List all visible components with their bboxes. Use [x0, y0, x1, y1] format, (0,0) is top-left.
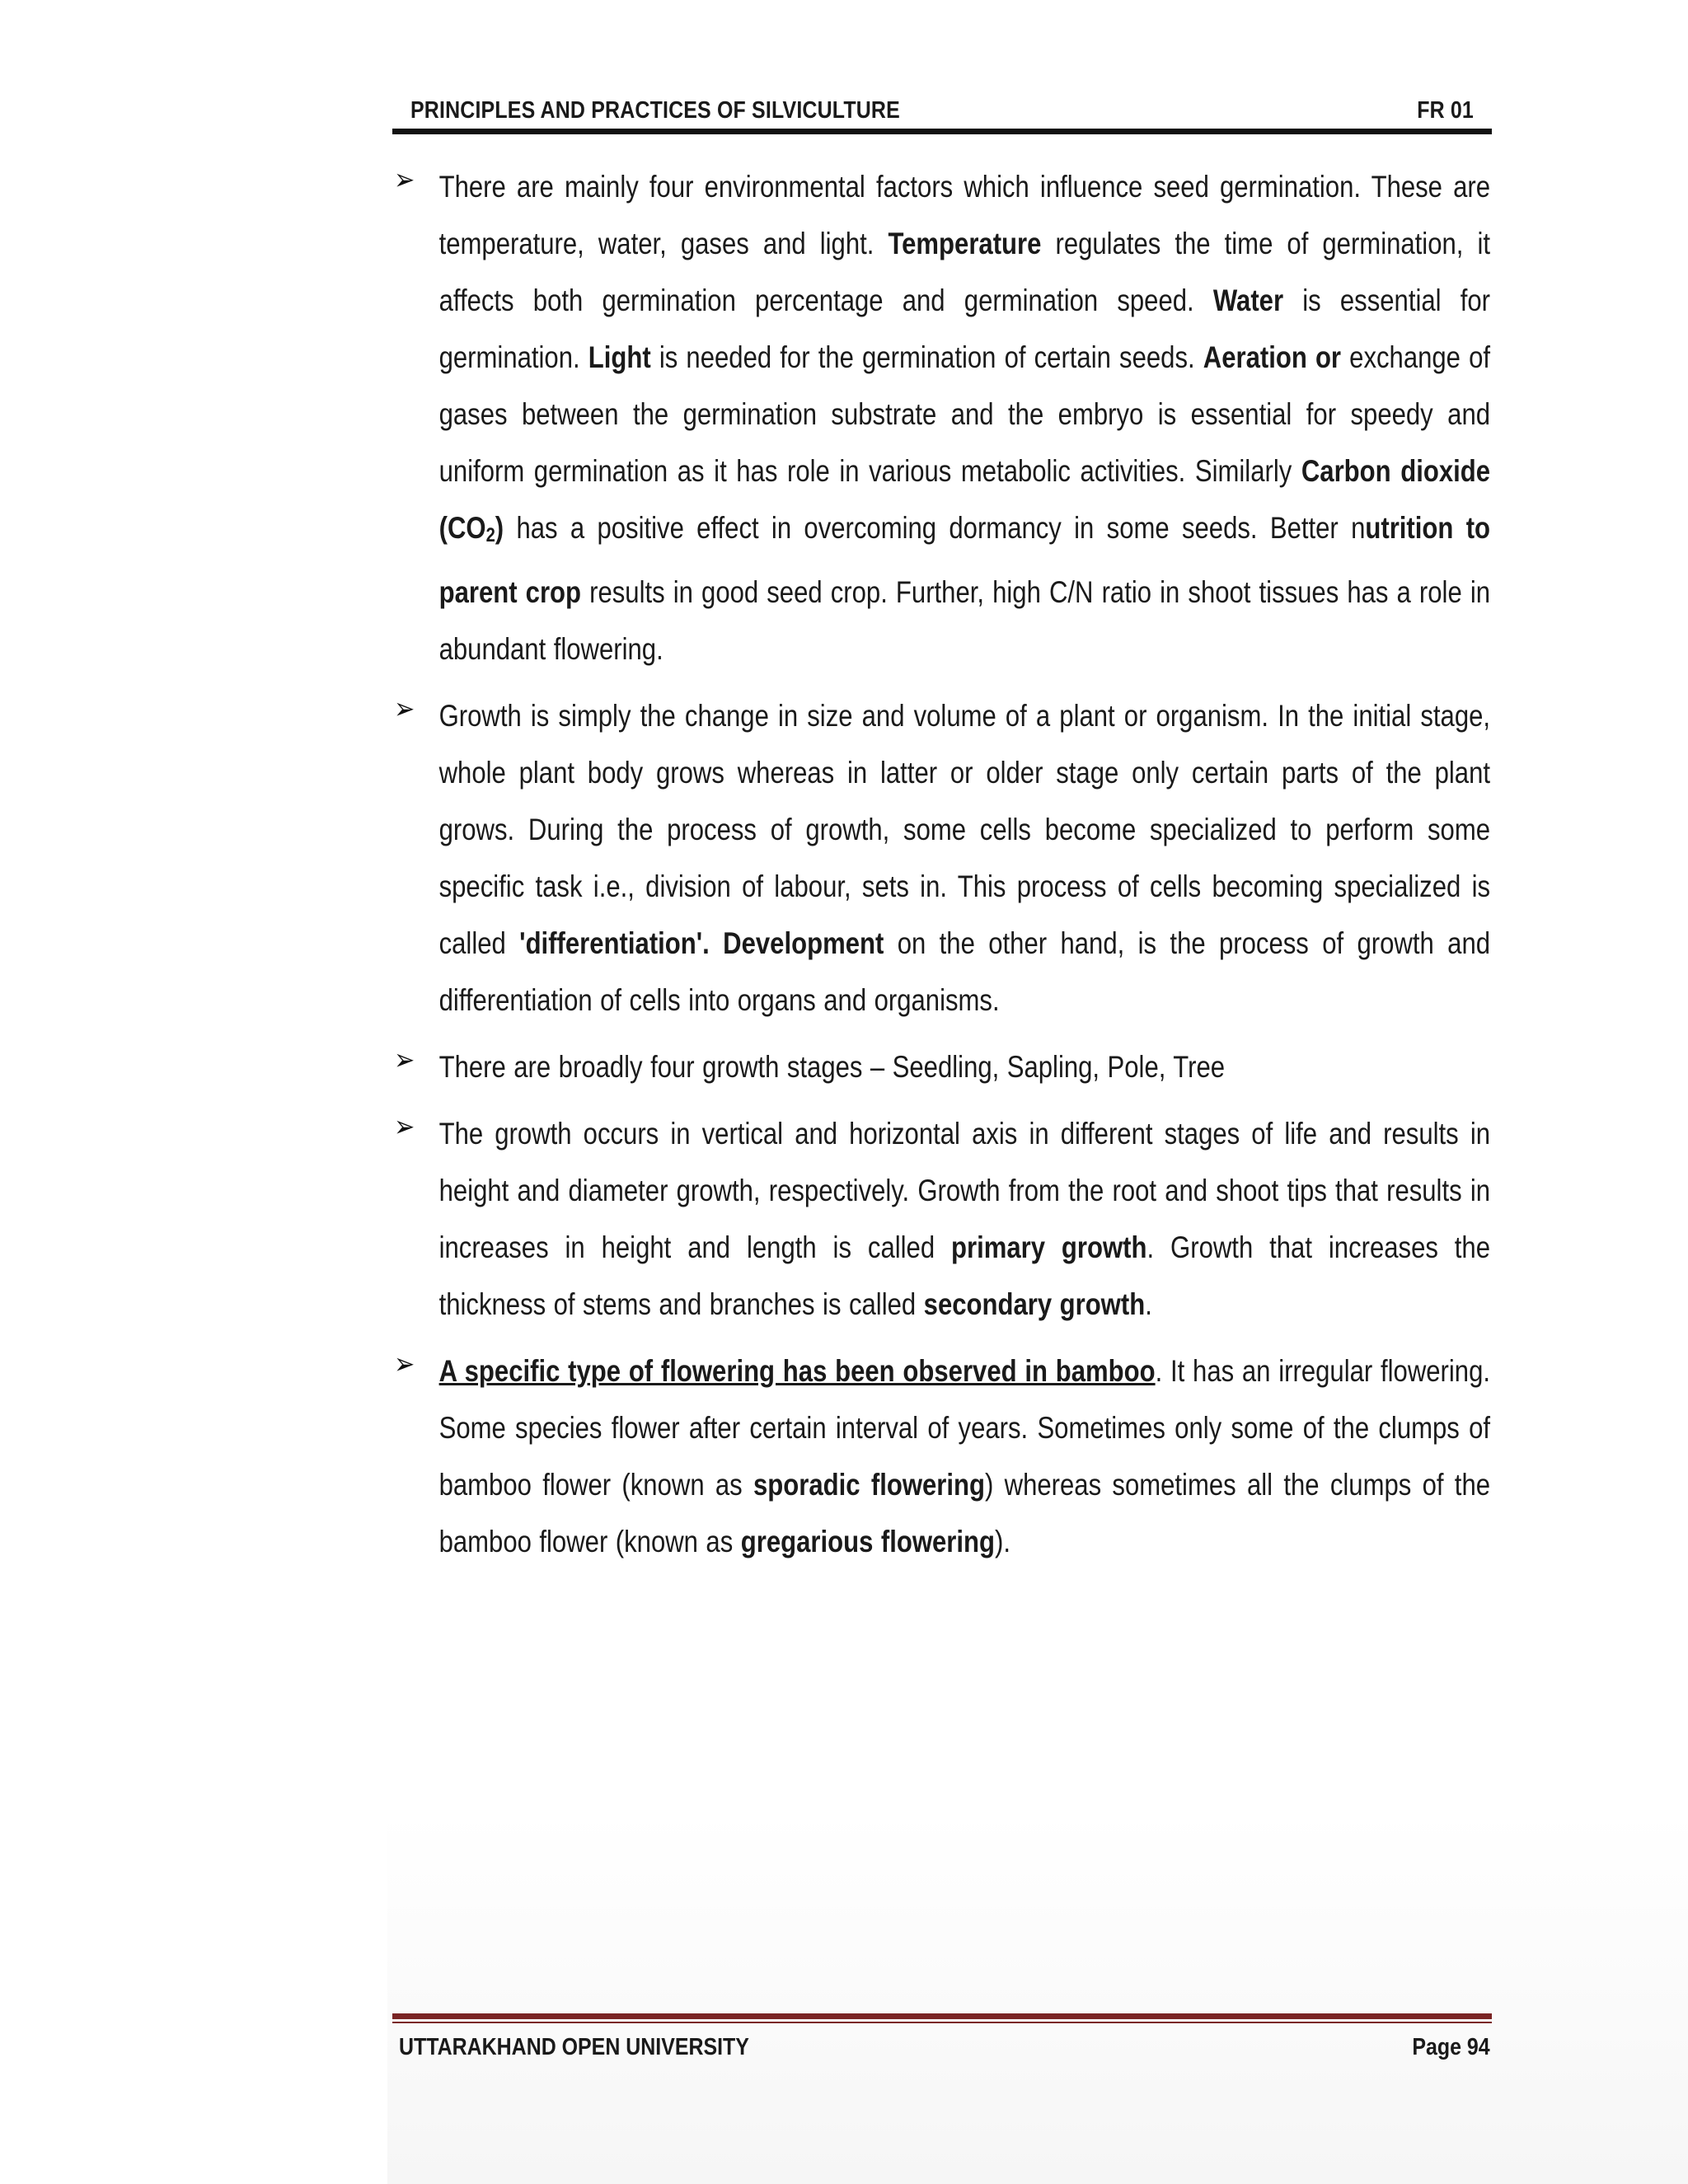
bold-term: secondary growth [923, 1287, 1146, 1321]
bold-term: Water [1212, 284, 1284, 317]
bold-term: 'differentiation'. Development [519, 926, 884, 960]
text-run: There are mainly four environmental factors which influence seed germination. These are temperature, water, gases and light. [438, 170, 1491, 260]
header-rule [392, 129, 1492, 134]
bullet-paragraph [439, 687, 1490, 1029]
text-run: . It has an irregular flowering. Some species flower after certain interval of years. Sometimes only some of the clumps of bamboo flower (known as [438, 1354, 1491, 1502]
bullet-item [394, 158, 1490, 677]
arrow-bullet-icon: ➢ [394, 1347, 415, 1380]
arrow-bullet-icon: ➢ [394, 162, 415, 196]
bullet-item [394, 1105, 1490, 1333]
bold-term: primary growth [951, 1230, 1147, 1264]
text-run: The growth occurs in vertical and horizontal axis in different stages of life and results in height and diameter growth, respectively. Growth from the root and shoot tips that results in increases in height and length is called [438, 1117, 1491, 1264]
bold-term: utrition to parent crop [438, 511, 1491, 609]
arrow-bullet-icon: ➢ [394, 1109, 415, 1143]
body-content [394, 158, 1490, 1580]
text-run: There are broadly four growth stages – Seedling, Sapling, Pole, Tree [438, 1050, 1226, 1084]
bullet-list [394, 158, 1490, 1570]
bullet-paragraph [439, 158, 1490, 677]
running-title: PRINCIPLES AND PRACTICES OF SILVICULTURE [410, 97, 900, 124]
text-run: Growth is simply the change in size and volume of a plant or organism. In the initial stage, whole plant body grows whereas in latter or older stage only certain parts of the plant grows. During the process of growth, some cells become specialized to perform some specific task i.e., division of labour, sets in. This process of cells becoming specialized is called [438, 699, 1491, 960]
underlined-heading: A specific type of flowering has been observed in bamboo [438, 1354, 1156, 1388]
text-run: results in good seed crop. Further, high C/N ratio in shoot tissues has a role in abundant flowering. [438, 575, 1491, 666]
bold-term: Carbon dioxide (CO [438, 454, 1491, 545]
text-run: exchange of gases between the germination substrate and the embryo is essential for speedy and uniform germination as it has role in various metabolic activities. Similarly [438, 340, 1491, 488]
bullet-paragraph [439, 1343, 1490, 1570]
arrow-bullet-icon: ➢ [394, 691, 415, 725]
bullet-item [394, 1038, 1490, 1095]
bold-term: gregarious flowering [740, 1525, 995, 1558]
bold-term: ) [495, 511, 504, 545]
page-shade [387, 1813, 1688, 2184]
text-run: ). [994, 1525, 1010, 1558]
institution-name: UTTARAKHAND OPEN UNIVERSITY [399, 2034, 749, 2060]
bold-term: Temperature [888, 227, 1042, 260]
text-run: ) whereas sometimes all the clumps of the bamboo flower (known as [438, 1468, 1491, 1558]
page-footer [394, 2034, 1490, 2069]
bold-term [439, 1354, 1156, 1388]
bullet-item [394, 1343, 1490, 1570]
bold-term: sporadic flowering [753, 1468, 985, 1502]
text-run: is essential for germination. [438, 284, 1491, 374]
bullet-paragraph [439, 1105, 1490, 1333]
bold-term: 2 [485, 524, 495, 546]
bullet-paragraph [439, 1038, 1490, 1095]
bold-term: Aeration or [1203, 340, 1342, 374]
course-code: FR 01 [1417, 97, 1474, 124]
footer-rule [392, 2013, 1492, 2019]
text-run: regulates the time of germination, it affects both germination percentage and germination speed. [438, 227, 1491, 317]
page-header [394, 97, 1490, 132]
text-run: has a positive effect in overcoming dormancy in some seeds. Better n [504, 511, 1366, 545]
text-run: . Growth that increases the thickness of stems and branches is called [438, 1230, 1491, 1321]
arrow-bullet-icon: ➢ [394, 1043, 415, 1076]
bold-term: Light [588, 340, 651, 374]
footer-rule-thin [392, 2022, 1492, 2023]
text-run: is needed for the germination of certain seeds. [650, 340, 1203, 374]
text-run: . [1145, 1287, 1152, 1321]
page-number: Page 94 [1412, 2034, 1490, 2060]
bullet-item [394, 687, 1490, 1029]
text-run: on the other hand, is the process of growth and differentiation of cells into organs and organisms. [438, 926, 1491, 1017]
